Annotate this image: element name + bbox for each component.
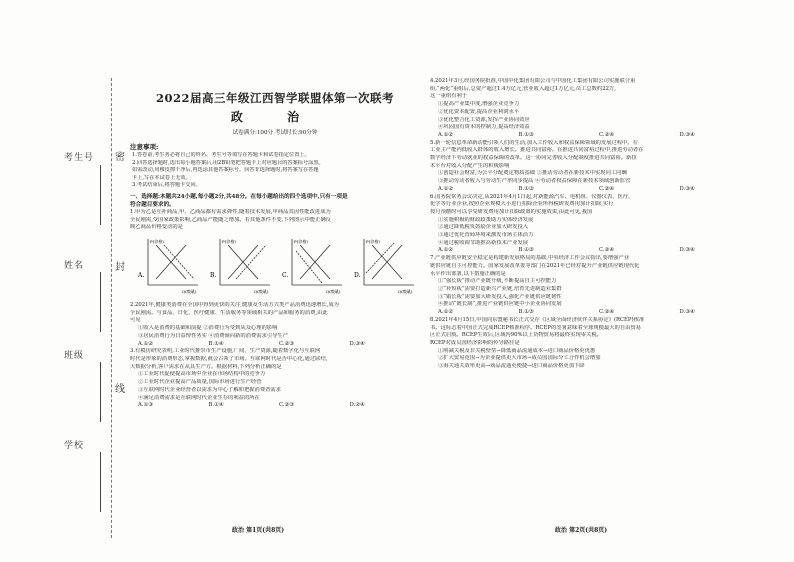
page-two [430, 78, 760, 371]
answer-choice: D.③④ [679, 309, 695, 316]
answer-choices [438, 186, 760, 194]
option-line: ②通过降低税负鼓励企业加大研发投入 [438, 224, 529, 231]
answer-choice: D.③④ [679, 131, 695, 138]
question-8 [430, 317, 760, 371]
question-line: 时代是形象的消费形态,掌握数据,就会占领了市场。互联网时代是否中心化,通过联结, [130, 356, 328, 362]
answer-choices [138, 402, 420, 410]
graph-label: A. [138, 272, 145, 280]
graph-xlabel: Q(数量) [182, 289, 197, 295]
answer-choice: D.②④ [349, 402, 365, 409]
notice-heading: 注意事项: [130, 143, 159, 151]
field-line [100, 272, 101, 332]
option-line: ②优化资本配置,提高企业利润水平 [438, 108, 520, 115]
answer-choice: B.①③ [518, 185, 534, 192]
graph-xlabel: Q(数量) [326, 289, 341, 295]
answer-choice: A.①② [438, 131, 454, 138]
answer-choice: A.①② [438, 185, 454, 192]
question-line: 7.产业链供应链安全稳定是构建新发展格局的基础,中央经济工作会议指出,要增强产业 [430, 255, 630, 262]
answer-choice: C.②③ [279, 340, 295, 347]
answer-choice: A.①③ [138, 402, 154, 409]
option-line: ①提高产业集中度,增强企业竞争力 [438, 101, 520, 108]
field-line [100, 362, 101, 422]
notice-item: 2.回答选择题时,选出每小题答案后,用2B铅笔把答题卡上对应题目的答案标号涂黑。 [132, 159, 324, 166]
field-line [100, 452, 101, 512]
graph-ylabel: P(价格) [150, 239, 164, 245]
question-line: 大数据分析,客户需求在从具生产方。根据材料,下列分析正确的是 [130, 363, 282, 370]
option-line: ①创造社会财富,为公平分配奠定物质基础 ②推动劳动者在新技术中实现同工同酬 [438, 170, 627, 177]
binding-strip [0, 0, 125, 562]
answer-choice: A.①② [138, 340, 154, 347]
exam-subject: 政 治 [230, 110, 320, 124]
field-school: 学校 [64, 441, 85, 451]
field-class: 班级 [64, 351, 85, 361]
question-line: 3.有模仿研究表明,工业时代推崇市生产设施,厂间、生产资源,随着数字化与互联网 [130, 348, 321, 355]
option-line: ④满足消费需求是互联网时代企业生存的利益的所在 [138, 394, 260, 401]
section-heading: 一、选择题:本题共24小题,每小题2分,共48分。在每小题给出的四个选项中,只有一项是 [130, 193, 348, 200]
answer-choice: C.②④ [599, 185, 615, 192]
option-line: ③海关通关效率更高→商品流通更便捷→进口商品价格更加下降 [438, 363, 585, 370]
graph-label: D. [354, 272, 361, 280]
section-heading-cont: 符合题目要求的。 [130, 201, 175, 208]
option-line: ③推动劳动者收入与劳动生产率同步提高 ④劳动者权益保障在新技术领域创新监管 [438, 178, 631, 185]
question-line: 可见 [130, 317, 141, 324]
notice-item: 1.答卷前,考生务必将自己的姓名、考生号等填写在答题卡和试卷指定位置上。 [132, 152, 310, 158]
notice-item: 如需改动,用橡皮擦干净后,再选涂其他答案标号。回答非选择题时,将答案写在答题 [132, 167, 319, 174]
option-line: ①“强长板”推动产业链升级,不断提高自主可控能力 [438, 278, 557, 285]
question-line: 2.2021年,健康类消费在全国中得到更快的关注,健康及生活方式类产品消费迅速增长,成为 [130, 302, 339, 309]
question-line: 数字经济下劳动就业的权益保障的改革。这一协同完善收入分配制度推进共同富裕。新技 [430, 155, 637, 162]
question-line: 映乙商品价格变动的是 [130, 224, 183, 231]
graph-d [354, 238, 414, 294]
question-line: 工业主产能内低收入群体的收入增长。推进共同富裕。在推进共同富裕过程中,推进劳动者在 [430, 147, 644, 154]
graph-ylabel: P(价格) [294, 239, 308, 245]
question-2 [130, 302, 420, 348]
question-6 [430, 194, 760, 256]
option-line: ①实施积极的财政政策助力实体经济发展 [438, 216, 534, 223]
question-line: 组,“两化”重组后,总资产超过1.4万亿元,营业收入超过1万亿元,员工总数约22万, [430, 85, 616, 92]
option-line: ③互联网时代企业经营者以需求为中心了解和把握消费者需求 [138, 386, 282, 393]
option-line: ①削减关税及非关税壁垒→降低商品流通成本→进口商品价格更优惠 [438, 347, 596, 354]
option-line: ④推动“链长制”,推进产业链供应链中小企业协同发展 [438, 301, 562, 308]
graph-c [282, 238, 342, 294]
option-line: ①工业时代促使提高市场中企业在市场结构中的竞争力 [138, 371, 266, 378]
option-line: ③优化整合化工资源,发挥产业协同效应 [438, 116, 530, 123]
answer-choice: C.②④ [599, 309, 615, 316]
question-line: 水平作出部署,以下措施正确的是 [430, 270, 506, 277]
binding-dashed-line [111, 78, 112, 538]
seal-word-mi: 密 [115, 152, 125, 163]
question-line: 全民刚需。与食品、日化、医疗健康、生活服务等领域相关的产品和服务的消费,由此 [130, 309, 328, 316]
question-line: 书。这标志着中国正式完成RCEP核准程序。RCEP的签署意味着全球规模最大的自由贸易 [430, 324, 642, 331]
answer-choices [438, 247, 760, 255]
graph-ylabel: P(价格) [222, 239, 236, 245]
question-line: 5.新一轮信息革命新动能引领人们的生活,加入工作收入和权益保障领域的发展过程中。在 [430, 139, 639, 146]
field-line [100, 165, 101, 225]
graph-label: C. [282, 272, 289, 280]
page-one [120, 80, 420, 410]
graph-xlabel: Q(数量) [398, 289, 413, 295]
question-line: 4.2021年3月,经国务院批准,中国中化集团有限公司与中国化工集团有限公司实施联合重 [430, 78, 636, 84]
option-line: ④巩固国有资本的控制力,提高经济效益 [438, 124, 530, 131]
answer-choice: B.①③ [518, 309, 534, 316]
question-line: 这一重组有利于 [430, 93, 468, 100]
option-line: ②“补短板”需要打造新兴产业链,培育先进制造业集群 [438, 285, 562, 292]
answer-choice: B.①③ [518, 131, 534, 138]
answer-choice: C.②④ [599, 247, 615, 254]
question-line: 按月预缴时可以享受研发费用加计扣除政策的实施效果,由此可见,我国 [430, 208, 593, 215]
answer-choice: D.③④ [349, 340, 365, 347]
answer-choices [138, 341, 420, 349]
seal-word-xian: 线 [115, 384, 125, 395]
notice-item: 卡上,写在本试卷上无效。 [132, 174, 191, 181]
question-line: 8.2021年4月15日,中国向东盟秘书长正式交存《区域全面经济伙伴关系协定》(RCEP)核准 [430, 316, 645, 323]
question-line: 6.国务院常务会议决定,从2021年4月1日起,对新能源汽车、电机组、仪器仪表、医疗、 [430, 193, 634, 200]
page-footer: 政治 第1页(共8页) [232, 527, 285, 534]
question-line: 全民刚需,受国家政策影响,乙商品产能随之增加。若其他条件不变,下列图示中能正确反 [130, 216, 332, 223]
supply-demand-graphs [130, 235, 420, 295]
page-footer: 政治 第2页(共8页) [555, 527, 608, 534]
graph-label: B. [210, 272, 217, 280]
option-line: ②扩大贸易范围→为企业提供更大市场→成员国国际分工合作机会增加 [438, 355, 601, 362]
answer-choice: B.①④ [208, 402, 224, 409]
seal-word-feng: 封 [115, 262, 125, 273]
question-line: 区正式启航。RCEP生效后,区域内90%以上货物贸易将最终实现零关税。 [430, 332, 602, 339]
question-3 [130, 348, 420, 410]
answer-choice: B.①③ [518, 247, 534, 254]
answer-choice: A.①② [438, 247, 454, 254]
answer-choice: C.②④ [599, 131, 615, 138]
option-line: ①收入是消费的基础和前提 ②消费行为受到从众心理的影响 [138, 325, 278, 332]
answer-choices [438, 309, 760, 317]
graph-xlabel: Q(数量) [254, 289, 269, 295]
option-line: ③通过优化营商环境来激发市场主体活力 [438, 232, 534, 239]
graph-a [137, 238, 198, 294]
question-line: 术平台对收入分配产生的积极影响 [430, 162, 510, 169]
graph-b [210, 238, 270, 294]
question-line: 链供应链自主可控能力。国家发展改革委等部门在2021年已经对提升产业链供应链现代化 [430, 262, 640, 269]
option-line: ③“锻长板”需要加大研发投入,强化产业链供应链韧性 [438, 293, 562, 300]
option-line: ③居民消费行为日益理性务实 ④消费倾向新的消费需求引导生产 [138, 332, 288, 339]
notice-item: 3.考试结束后,将答题卡交回。 [132, 182, 201, 189]
answer-choice: D.③④ [679, 247, 695, 254]
answer-choice: D.③④ [679, 185, 695, 192]
question-line: 化学等行业企业,按照企业规模大小进行扣除企业所得税研发费用加计扣除,实行 [430, 201, 614, 208]
question-line: 1.甲为乙是互补商品,甲、乙商品都有需求弹性,随着技术发展,甲商品其因性能改进成为 [130, 208, 331, 215]
field-exam-number: 考生号 [64, 153, 95, 163]
answer-choice: C.②③ [279, 402, 295, 409]
exam-title: 2022届高三年级江西智学联盟体第一次联考 [155, 91, 394, 105]
option-line: ④通过税收调节助推高新技术产业发展 [438, 239, 529, 246]
graph-ylabel: P(价格) [366, 239, 380, 245]
answer-choice: A.①② [438, 309, 454, 316]
option-line: ②工业时代企业提高产品质量,国际市场进行生产经营 [138, 379, 262, 386]
question-1 [130, 209, 420, 232]
field-name: 姓名 [64, 261, 85, 271]
question-line: RCEP对成员国经济影响的传导路径是 [430, 339, 520, 346]
answer-choices [438, 132, 760, 140]
question-5 [430, 140, 760, 194]
answer-choice: B.①④ [208, 340, 224, 347]
exam-meta: 试卷满分:100分 考试时长:90分钟 [232, 130, 318, 136]
question-7 [430, 255, 760, 317]
question-4 [430, 78, 760, 140]
